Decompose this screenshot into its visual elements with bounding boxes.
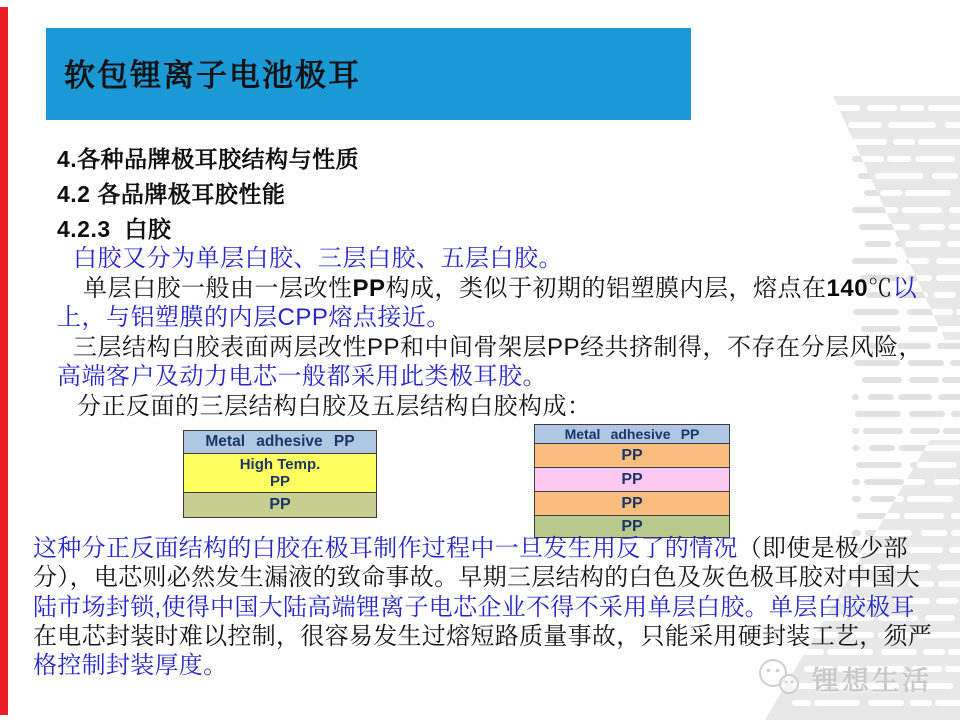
text-segment: 单层白胶一般由一层改性 <box>83 274 353 302</box>
layer-label: Metal adhesive PP <box>205 433 355 450</box>
text-line <box>33 593 932 622</box>
layer-label: PP <box>621 446 643 464</box>
three-layer-stack-diagram <box>183 430 377 518</box>
layer-row <box>184 431 376 454</box>
layer-row <box>535 468 729 492</box>
text-segment: 这种分正反面结构的白胶在极耳制作过程中一旦发生用反了的情况 <box>33 535 738 562</box>
section-headings <box>57 142 359 247</box>
text-segment: 分正反面的三层结构白胶及五层结构白胶构成： <box>77 392 592 420</box>
layer-label: PP <box>269 496 291 513</box>
text-segment: 白胶又分为单层白胶、三层白胶、五层白胶。 <box>73 245 563 272</box>
body-text-block <box>57 244 923 421</box>
red-accent-bar <box>0 7 8 715</box>
wechat-logo-icon <box>756 656 802 700</box>
text-line <box>57 333 923 363</box>
layer-label: Metal adhesive PP <box>564 426 700 442</box>
text-line <box>57 362 923 392</box>
text-line <box>57 392 923 422</box>
watermark-text: 锂想生活 <box>812 665 932 696</box>
layer-label: PP <box>621 470 643 488</box>
layer-row <box>535 444 729 468</box>
five-layer-stack-diagram <box>534 424 730 538</box>
text-line <box>57 274 923 304</box>
layer-row <box>535 425 729 444</box>
text-segment: ℃ <box>868 274 893 302</box>
text-segment: 格控制封装厚度。 <box>33 652 228 680</box>
layer-label: PP <box>269 473 290 490</box>
text-segment: 三层结构白胶表面两层改性PP和中间骨架层PP经共挤制得，不存在分层风险， <box>73 333 924 361</box>
layer-row <box>535 492 729 516</box>
text-line <box>57 303 923 333</box>
watermark <box>756 656 932 700</box>
layer-row <box>184 454 376 493</box>
text-line <box>57 244 923 274</box>
text-segment: 陆市场封锁,使得中国大陆高端锂离子电芯企业不得不采用单层白胶。单层白胶极耳 <box>33 593 915 621</box>
text-segment: 以 <box>892 274 918 302</box>
text-line <box>33 622 932 651</box>
heading-level-1: 4.各种品牌极耳胶结构与性质 <box>57 146 360 172</box>
layer-row <box>184 493 376 517</box>
text-segment: 高端客户及动力电芯一般都采用此类极耳胶。 <box>57 363 547 390</box>
page-title: 软包锂离子电池极耳 <box>64 58 361 93</box>
heading-level-3: 4.2.3 白胶 <box>57 216 172 242</box>
text-segment: 上，与铝塑膜的内层CPP熔点接近。 <box>57 304 451 331</box>
text-segment: 140 <box>826 274 869 302</box>
text-segment: PP <box>352 274 386 302</box>
layer-label: PP <box>621 494 643 512</box>
layer-label: PP <box>621 517 643 535</box>
heading-level-2: 4.2 各品牌极耳胶性能 <box>57 181 286 207</box>
title-banner <box>46 28 691 120</box>
text-segment: 分），电芯则必然发生漏液的致命事故。早期三层结构的白色及灰色极耳胶对中国大 <box>33 564 921 592</box>
layer-label: High Temp. <box>239 456 321 473</box>
text-line <box>33 534 932 563</box>
text-segment: 构成，类似于初期的铝塑膜内层，熔点在 <box>385 274 827 302</box>
text-segment: （即使是极少部 <box>737 535 908 562</box>
text-segment: 在电芯封装时难以控制，很容易发生过熔短路质量事故，只能采用硬封装工艺，须严 <box>33 622 933 650</box>
text-line <box>33 563 932 592</box>
